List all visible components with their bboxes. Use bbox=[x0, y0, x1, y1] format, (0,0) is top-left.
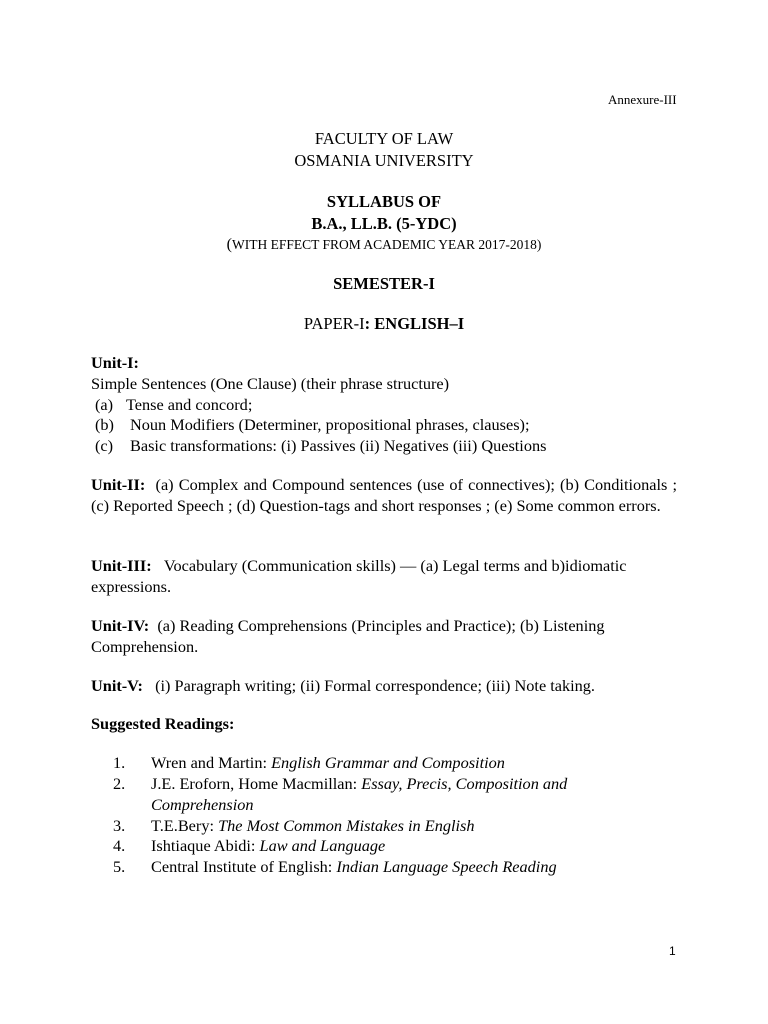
annexure-label: Annexure-III bbox=[608, 92, 677, 107]
unit3-heading: Unit-III: bbox=[91, 556, 152, 575]
effect-text: WITH EFFECT FROM ACADEMIC YEAR 2017-2018) bbox=[231, 237, 542, 252]
reading-text bbox=[151, 773, 567, 794]
faculty-title: FACULTY OF LAW bbox=[314, 129, 454, 148]
reading-author: Wren and Martin: bbox=[151, 753, 272, 772]
reading-title: English Grammar and Composition bbox=[271, 753, 505, 772]
unit2-paragraph bbox=[91, 474, 677, 516]
syllabus-of-title: SYLLABUS OF bbox=[326, 192, 442, 211]
unit1-heading: Unit-I: bbox=[91, 353, 139, 372]
reading-number: 1. bbox=[113, 753, 126, 772]
unit1-item-a bbox=[95, 394, 253, 415]
reading-author: Central Institute of English: bbox=[151, 857, 337, 876]
unit2-text: (a) Complex and Compound sentences (use of connectives); (b) Conditionals ;(c) Reported Speech ; (d) Question-tags and short responses ; (e) Some common errors. bbox=[91, 475, 678, 515]
reading-title-continued: Comprehension bbox=[151, 795, 254, 814]
unit1-item-c bbox=[95, 435, 547, 456]
unit5-heading: Unit-V: bbox=[91, 676, 143, 695]
unit4-heading: Unit-IV: bbox=[91, 616, 150, 635]
unit1-item-text: Tense and concord; bbox=[126, 395, 253, 414]
unit3-paragraph bbox=[91, 555, 677, 597]
university-title: OSMANIA UNIVERSITY bbox=[294, 151, 474, 170]
unit2-heading: Unit-II: bbox=[91, 475, 146, 494]
reading-text bbox=[151, 856, 557, 877]
effect-line bbox=[0, 236, 768, 254]
paper-title bbox=[0, 314, 768, 334]
unit3-text: Vocabulary (Communication skills) — (a) Legal terms and b)idiomatic expressions. bbox=[91, 556, 627, 596]
unit5-paragraph bbox=[91, 675, 595, 696]
reading-title: Indian Language Speech Reading bbox=[336, 857, 557, 876]
reading-number: 4. bbox=[113, 836, 126, 855]
reading-text bbox=[151, 794, 254, 815]
page-number: 1 bbox=[669, 944, 676, 958]
unit4-text: (a) Reading Comprehensions (Principles and Practice); (b) Listening Comprehension. bbox=[91, 616, 605, 656]
reading-title: The Most Common Mistakes in English bbox=[218, 816, 475, 835]
unit1-item-label: (a) bbox=[95, 395, 114, 414]
reading-author: T.E.Bery: bbox=[151, 816, 219, 835]
paper-name: : ENGLISH–I bbox=[364, 314, 465, 333]
unit5-text: (i) Paragraph writing; (ii) Formal correspondence; (iii) Note taking. bbox=[155, 676, 596, 695]
programme-title: B.A., LL.B. (5-YDC) bbox=[311, 214, 457, 233]
unit1-item-text: Basic transformations: (i) Passives (ii) Negatives (iii) Questions bbox=[130, 436, 547, 455]
reading-text bbox=[151, 752, 505, 773]
unit1-item-label: (c) bbox=[95, 436, 114, 455]
unit1-item-text: Noun Modifiers (Determiner, propositional phrases, clauses); bbox=[130, 415, 530, 434]
reading-text bbox=[151, 815, 475, 836]
reading-text bbox=[151, 835, 385, 856]
readings-heading: Suggested Readings: bbox=[91, 714, 235, 733]
unit1-intro: Simple Sentences (One Clause) (their phrase structure) bbox=[91, 374, 450, 393]
reading-title: Law and Language bbox=[259, 836, 386, 855]
reading-number: 3. bbox=[113, 816, 126, 835]
effect-open-paren: ( bbox=[226, 236, 232, 253]
reading-author: J.E. Eroforn, Home Macmillan: bbox=[151, 774, 362, 793]
semester-title: SEMESTER-I bbox=[333, 274, 435, 293]
unit1-item-b bbox=[95, 414, 530, 435]
reading-number: 2. bbox=[113, 774, 126, 793]
paper-prefix: PAPER-I bbox=[303, 314, 365, 333]
unit1-item-label: (b) bbox=[95, 415, 114, 434]
reading-number: 5. bbox=[113, 857, 126, 876]
reading-author: Ishtiaque Abidi: bbox=[151, 836, 260, 855]
reading-title: Essay, Precis, Composition and bbox=[361, 774, 568, 793]
unit4-paragraph bbox=[91, 615, 677, 657]
